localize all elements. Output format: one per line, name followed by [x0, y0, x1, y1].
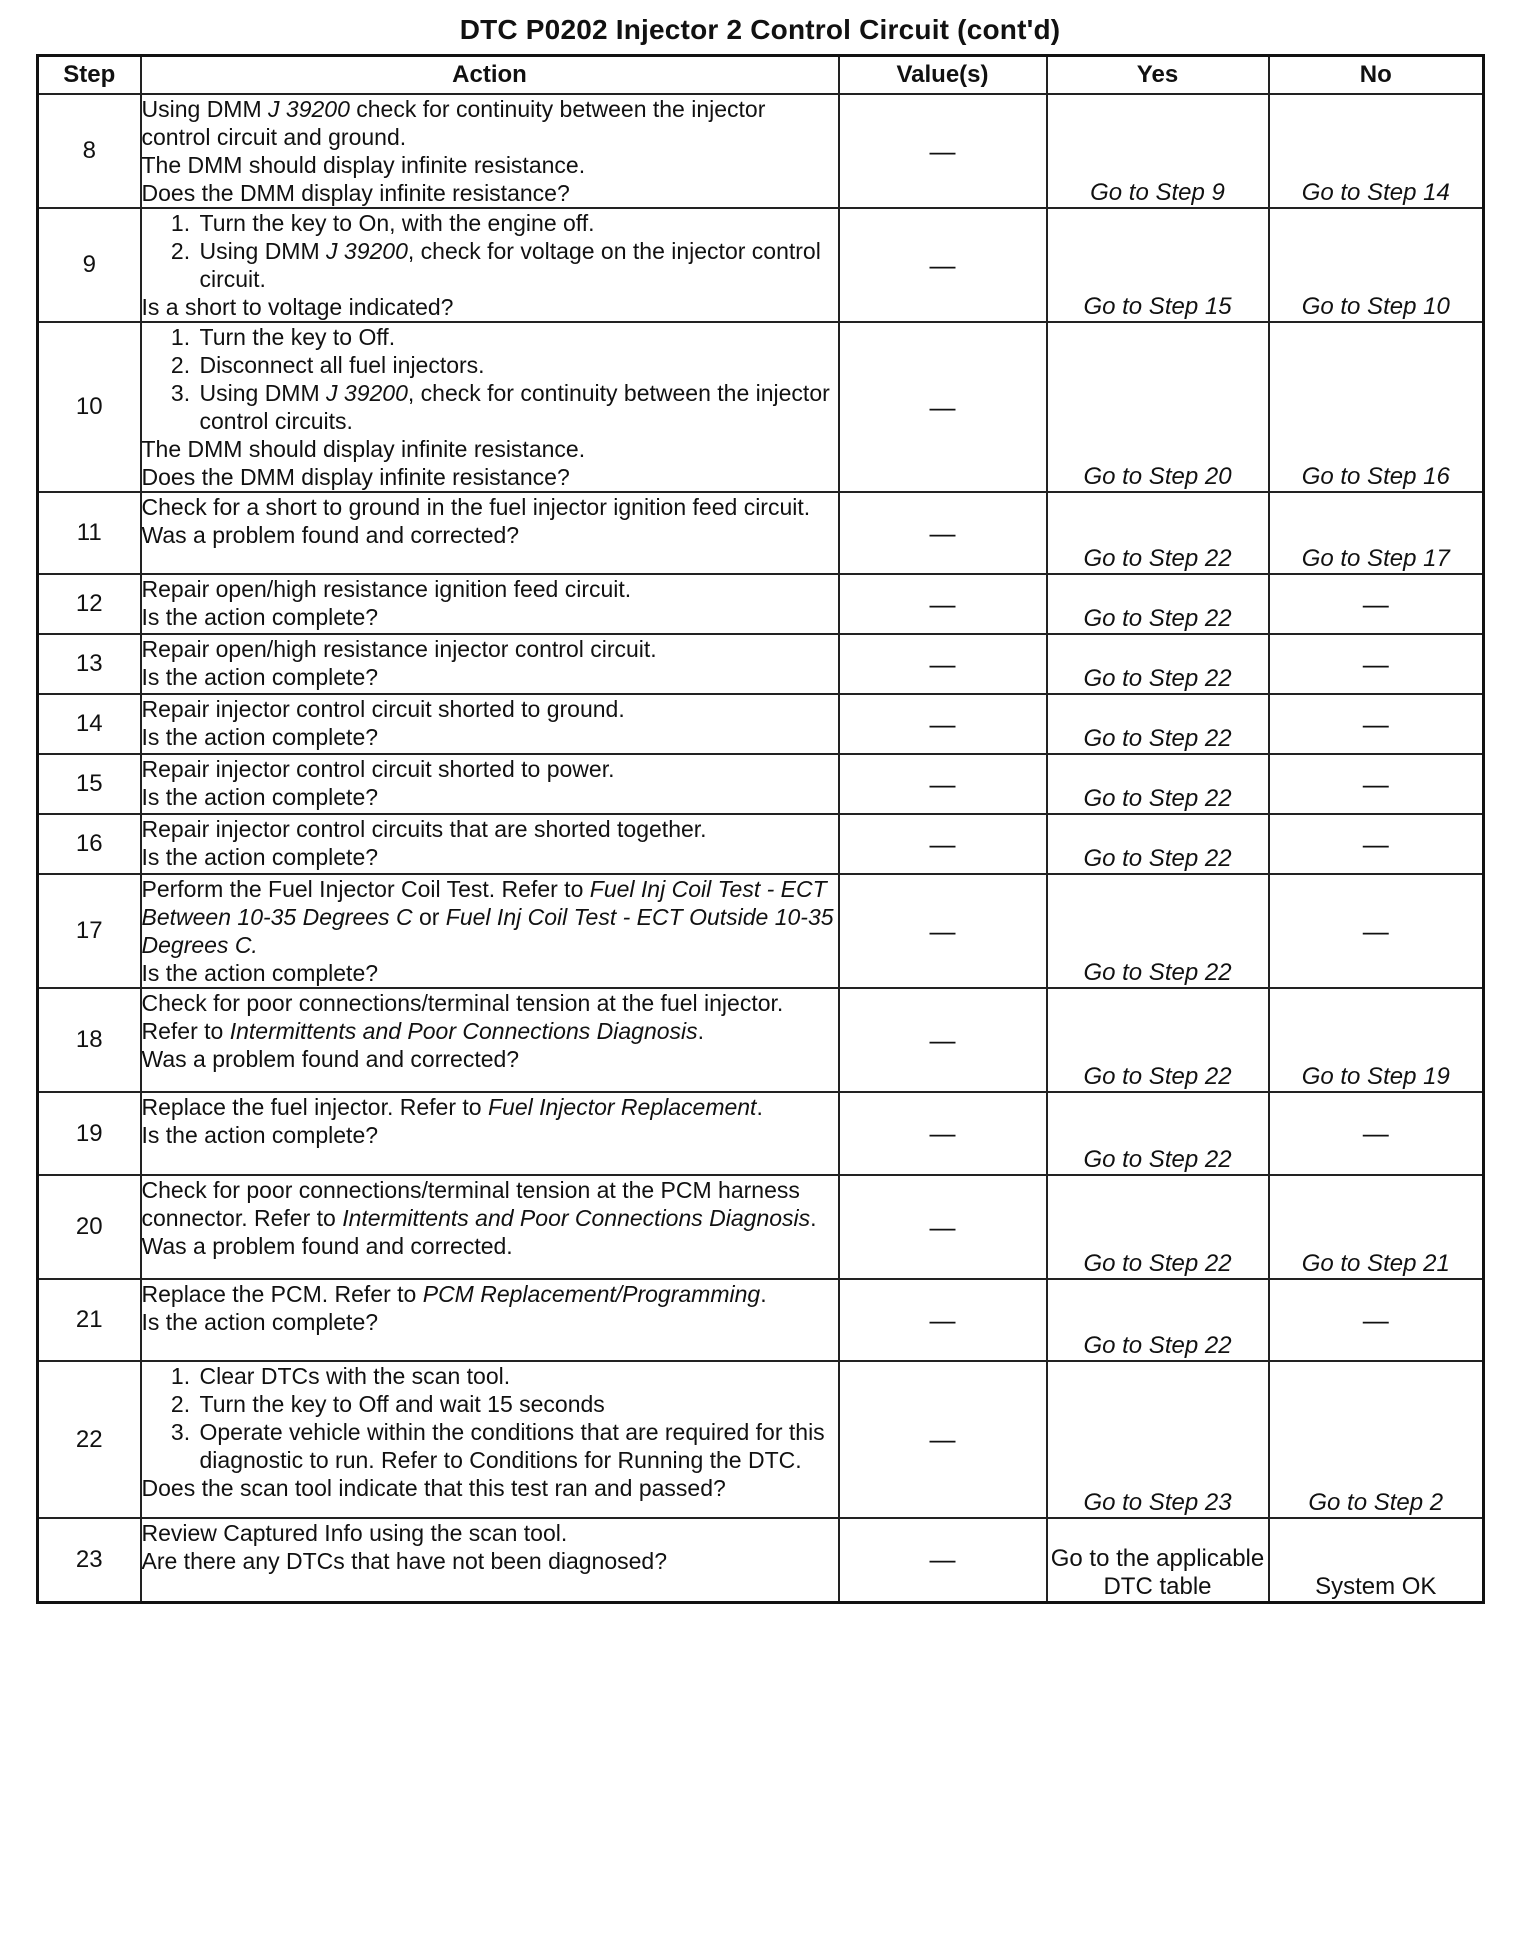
action-question: The DMM should display infinite resistance.	[141, 152, 586, 178]
action-question: Does the DMM display infinite resistance?	[141, 464, 570, 490]
action-cell	[141, 322, 839, 492]
yes-outcome: Go to Step 23	[1047, 1361, 1269, 1518]
step-number: 21	[38, 1279, 141, 1361]
header-row	[38, 56, 1484, 95]
yes-outcome: Go to Step 22	[1047, 694, 1269, 754]
action-steps-list	[142, 209, 838, 293]
no-outcome: System OK	[1269, 1518, 1484, 1602]
list-item: 2. Turn the key to Off and wait 15 seconds	[197, 1390, 838, 1418]
action-cell	[141, 1092, 839, 1175]
action-question: Is the action complete?	[141, 784, 379, 810]
reference-text: Intermittents and Poor Connections Diagnosis	[229, 1018, 698, 1044]
action-cell	[141, 634, 839, 694]
table-row	[38, 1175, 1484, 1279]
action-steps-list	[142, 323, 838, 435]
action-cell	[141, 754, 839, 814]
step-number: 16	[38, 814, 141, 874]
diagnostic-table	[36, 54, 1485, 1604]
list-item: 3. Operate vehicle within the conditions that are required for this diagnostic to run. Refer to Conditions for Running the DTC.	[197, 1418, 838, 1474]
value-cell: —	[839, 322, 1047, 492]
step-number: 18	[38, 988, 141, 1092]
no-outcome: —	[1269, 1092, 1484, 1175]
table-row	[38, 208, 1484, 322]
action-question: Are there any DTCs that have not been diagnosed?	[141, 1548, 668, 1574]
action-text: Check for poor connections/terminal tension at the fuel injector. Refer to Intermittents and Poor Connections Diagnosis.	[141, 990, 784, 1044]
no-outcome: —	[1269, 1279, 1484, 1361]
action-cell	[141, 988, 839, 1092]
step-number: 17	[38, 874, 141, 988]
action-text: Replace the fuel injector. Refer to Fuel Injector Replacement.	[141, 1094, 763, 1120]
action-text: Review Captured Info using the scan tool.	[141, 1520, 568, 1546]
table-row	[38, 988, 1484, 1092]
action-question: Was a problem found and corrected.	[141, 1233, 513, 1259]
action-question: Does the scan tool indicate that this test ran and passed?	[141, 1475, 726, 1501]
value-cell: —	[839, 754, 1047, 814]
value-cell: —	[839, 988, 1047, 1092]
value-cell: —	[839, 1279, 1047, 1361]
no-outcome: —	[1269, 874, 1484, 988]
value-cell: —	[839, 1092, 1047, 1175]
yes-outcome: Go to Step 9	[1047, 94, 1269, 208]
table-row	[38, 574, 1484, 634]
header-yes: Yes	[1047, 56, 1269, 95]
action-text: Repair open/high resistance injector control circuit.	[141, 636, 657, 662]
reference-text: Fuel Inj Coil Test - ECT Between 10-35 Degrees C	[141, 876, 827, 930]
step-number: 12	[38, 574, 141, 634]
step-number: 15	[38, 754, 141, 814]
no-outcome: —	[1269, 694, 1484, 754]
reference-text: Fuel Injector Replacement	[487, 1094, 757, 1120]
action-cell	[141, 814, 839, 874]
header-values: Value(s)	[839, 56, 1047, 95]
reference-text: J 39200	[268, 96, 350, 122]
table-row	[38, 1361, 1484, 1518]
yes-outcome: Go to Step 22	[1047, 988, 1269, 1092]
table-row	[38, 1092, 1484, 1175]
yes-outcome: Go to Step 15	[1047, 208, 1269, 322]
list-item: 1. Clear DTCs with the scan tool.	[197, 1362, 838, 1390]
no-outcome: Go to Step 16	[1269, 322, 1484, 492]
table-row	[38, 492, 1484, 574]
yes-outcome: Go to Step 22	[1047, 1175, 1269, 1279]
action-cell	[141, 94, 839, 208]
action-text: Repair injector control circuits that are shorted together.	[141, 816, 707, 842]
action-text: Check for a short to ground in the fuel injector ignition feed circuit.	[141, 494, 811, 520]
reference-text: Fuel Inj Coil Test - ECT Outside 10-35 Degrees C.	[141, 904, 834, 958]
action-text: Replace the PCM. Refer to PCM Replacement/Programming.	[141, 1281, 767, 1307]
table-row	[38, 322, 1484, 492]
header-action: Action	[141, 56, 839, 95]
reference-text: J 39200	[326, 238, 408, 264]
action-question: Is the action complete?	[141, 604, 379, 630]
action-cell	[141, 492, 839, 574]
yes-outcome: Go to Step 22	[1047, 1092, 1269, 1175]
yes-outcome: Go to Step 22	[1047, 492, 1269, 574]
no-outcome: Go to Step 10	[1269, 208, 1484, 322]
step-number: 13	[38, 634, 141, 694]
table-row	[38, 814, 1484, 874]
table-body	[38, 94, 1484, 1602]
value-cell: —	[839, 208, 1047, 322]
no-outcome: Go to Step 19	[1269, 988, 1484, 1092]
yes-outcome: Go to Step 22	[1047, 754, 1269, 814]
value-cell: —	[839, 1518, 1047, 1602]
list-item: 2. Using DMM J 39200, check for voltage on the injector control circuit.	[197, 237, 838, 293]
header-no: No	[1269, 56, 1484, 95]
yes-outcome: Go to the applicable DTC table	[1047, 1518, 1269, 1602]
yes-outcome: Go to Step 20	[1047, 322, 1269, 492]
action-cell	[141, 1518, 839, 1602]
value-cell: —	[839, 1361, 1047, 1518]
table-row	[38, 634, 1484, 694]
reference-text: PCM Replacement/Programming	[422, 1281, 761, 1307]
no-outcome: —	[1269, 574, 1484, 634]
value-cell: —	[839, 492, 1047, 574]
no-outcome: Go to Step 14	[1269, 94, 1484, 208]
list-item: 1. Turn the key to On, with the engine off.	[197, 209, 838, 237]
value-cell: —	[839, 634, 1047, 694]
step-number: 8	[38, 94, 141, 208]
table-row	[38, 694, 1484, 754]
action-question: Is the action complete?	[141, 1309, 379, 1335]
action-cell	[141, 208, 839, 322]
step-number: 22	[38, 1361, 141, 1518]
yes-outcome: Go to Step 22	[1047, 634, 1269, 694]
value-cell: —	[839, 874, 1047, 988]
action-question: Is the action complete?	[141, 960, 379, 986]
yes-outcome: Go to Step 22	[1047, 874, 1269, 988]
list-item: 1. Turn the key to Off.	[197, 323, 838, 351]
action-cell	[141, 574, 839, 634]
value-cell: —	[839, 1175, 1047, 1279]
action-cell	[141, 1279, 839, 1361]
action-text: Using DMM J 39200 check for continuity between the injector control circuit and ground.	[141, 96, 766, 150]
table-row	[38, 94, 1484, 208]
step-number: 9	[38, 208, 141, 322]
table-row	[38, 1279, 1484, 1361]
action-text: Repair open/high resistance ignition feed circuit.	[141, 576, 632, 602]
action-question: Is the action complete?	[141, 844, 379, 870]
no-outcome: —	[1269, 814, 1484, 874]
action-question: Was a problem found and corrected?	[141, 522, 520, 548]
action-question: The DMM should display infinite resistance.	[141, 436, 586, 462]
reference-text: J 39200	[326, 380, 408, 406]
action-cell	[141, 874, 839, 988]
no-outcome: Go to Step 2	[1269, 1361, 1484, 1518]
step-number: 14	[38, 694, 141, 754]
list-item: 3. Using DMM J 39200, check for continuity between the injector control circuits.	[197, 379, 838, 435]
header-step: Step	[38, 56, 141, 95]
table-row	[38, 874, 1484, 988]
action-text: Repair injector control circuit shorted to power.	[141, 756, 615, 782]
no-outcome: Go to Step 21	[1269, 1175, 1484, 1279]
action-cell	[141, 694, 839, 754]
step-number: 20	[38, 1175, 141, 1279]
action-cell	[141, 1361, 839, 1518]
action-text: Check for poor connections/terminal tension at the PCM harness connector. Refer to Intermittents and Poor Connections Diagnosis.	[141, 1177, 817, 1231]
yes-outcome: Go to Step 22	[1047, 1279, 1269, 1361]
action-question: Is the action complete?	[141, 724, 379, 750]
page-title: DTC P0202 Injector 2 Control Circuit (cont'd)	[459, 14, 1061, 45]
value-cell: —	[839, 94, 1047, 208]
action-text: Repair injector control circuit shorted to ground.	[141, 696, 625, 722]
value-cell: —	[839, 694, 1047, 754]
step-number: 23	[38, 1518, 141, 1602]
action-question: Is the action complete?	[141, 1122, 379, 1148]
step-number: 19	[38, 1092, 141, 1175]
action-question: Is a short to voltage indicated?	[141, 294, 454, 320]
table-row	[38, 754, 1484, 814]
value-cell: —	[839, 814, 1047, 874]
step-number: 10	[38, 322, 141, 492]
no-outcome: Go to Step 17	[1269, 492, 1484, 574]
reference-text: Intermittents and Poor Connections Diagnosis	[342, 1205, 811, 1231]
action-question: Was a problem found and corrected?	[141, 1046, 520, 1072]
no-outcome: —	[1269, 754, 1484, 814]
list-item: 2. Disconnect all fuel injectors.	[197, 351, 838, 379]
action-question: Is the action complete?	[141, 664, 379, 690]
step-number: 11	[38, 492, 141, 574]
action-text: Perform the Fuel Injector Coil Test. Refer to Fuel Inj Coil Test - ECT Between 10-35 Degrees C or Fuel Inj Coil Test - ECT Outside 10-35 Degrees C.	[141, 876, 834, 958]
action-cell	[141, 1175, 839, 1279]
table-row	[38, 1518, 1484, 1602]
yes-outcome: Go to Step 22	[1047, 814, 1269, 874]
value-cell: —	[839, 574, 1047, 634]
action-question: Does the DMM display infinite resistance?	[141, 180, 570, 206]
yes-outcome: Go to Step 22	[1047, 574, 1269, 634]
no-outcome: —	[1269, 634, 1484, 694]
action-steps-list	[142, 1362, 838, 1474]
